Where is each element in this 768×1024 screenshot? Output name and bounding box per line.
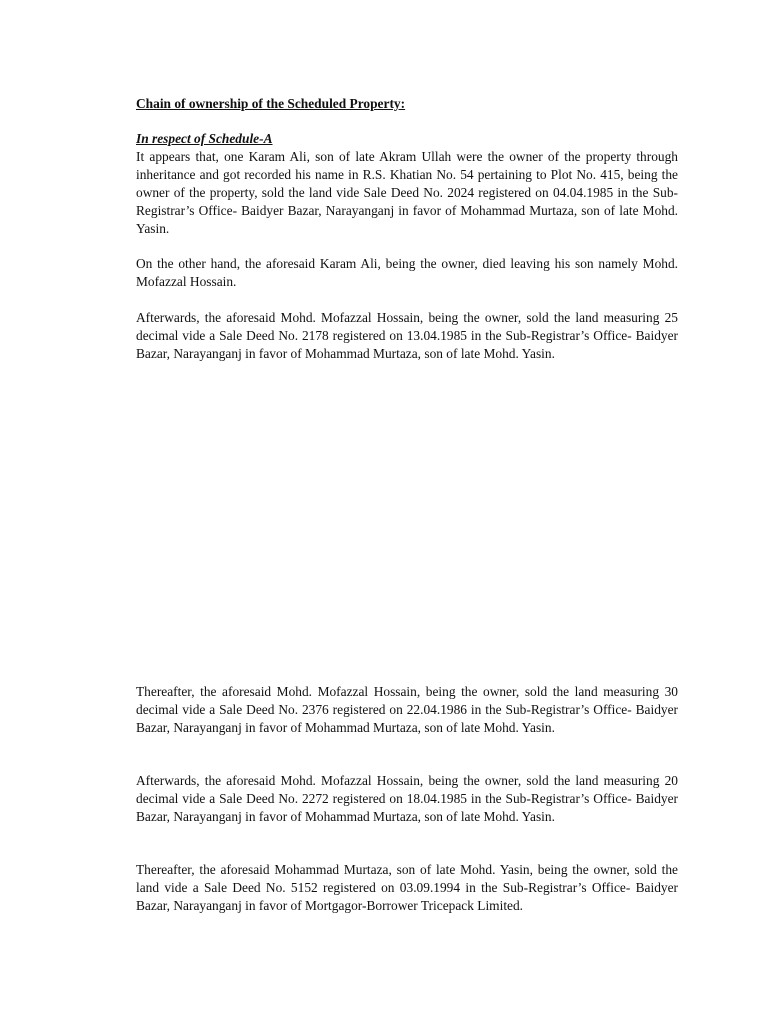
paragraph-sale-deed-2272: Afterwards, the aforesaid Mohd. Mofazzal Hossain, being the owner, sold the land measuring 20 decimal vide a Sale Deed No. 2272 registered on 18.04.1985 in the Sub-Registrar’s Office- Baidyer Bazar, Narayanganj in favor of Mohammad Murtaza, son of late Mohd. Yasin.	[136, 773, 678, 824]
document-title: Chain of ownership of the Scheduled Property:	[136, 96, 406, 111]
paragraph-sale-deed-2178: Afterwards, the aforesaid Mohd. Mofazzal Hossain, being the owner, sold the land measuring 25 decimal vide a Sale Deed No. 2178 registered on 13.04.1985 in the Sub-Registrar’s Office- Baidyer Bazar, Narayanganj in favor of Mohammad Murtaza, son of late Mohd. Yasin.	[136, 310, 678, 361]
paragraph-karam-ali-sale: It appears that, one Karam Ali, son of late Akram Ullah were the owner of the property through inheritance and got recorded his name in R.S. Khatian No. 54 pertaining to Plot No. 415, being the owner of the property, sold the land vide Sale Deed No. 2024 registered on 04.04.1985 in the Sub-Registrar’s Office- Baidyer Bazar, Narayanganj in favor of Mohammad Murtaza, son of late Mohd. Yasin.	[136, 149, 678, 236]
schedule-a-heading: In respect of Schedule-A	[136, 131, 273, 146]
paragraph-karam-ali-death: On the other hand, the aforesaid Karam Ali, being the owner, died leaving his son namely Mohd. Mofazzal Hossain.	[136, 256, 678, 289]
paragraph-sale-deed-5152: Thereafter, the aforesaid Mohammad Murtaza, son of late Mohd. Yasin, being the owner, sold the land vide a Sale Deed No. 5152 registered on 03.09.1994 in the Sub-Registrar’s Office- Baidyer Bazar, Narayanganj in favor of Mortgagor-Borrower Tricepack Limited.	[136, 862, 678, 913]
paragraph-sale-deed-2376: Thereafter, the aforesaid Mohd. Mofazzal Hossain, being the owner, sold the land measuring 30 decimal vide a Sale Deed No. 2376 registered on 22.04.1986 in the Sub-Registrar’s Office- Baidyer Bazar, Narayanganj in favor of Mohammad Murtaza, son of late Mohd. Yasin.	[136, 684, 678, 735]
